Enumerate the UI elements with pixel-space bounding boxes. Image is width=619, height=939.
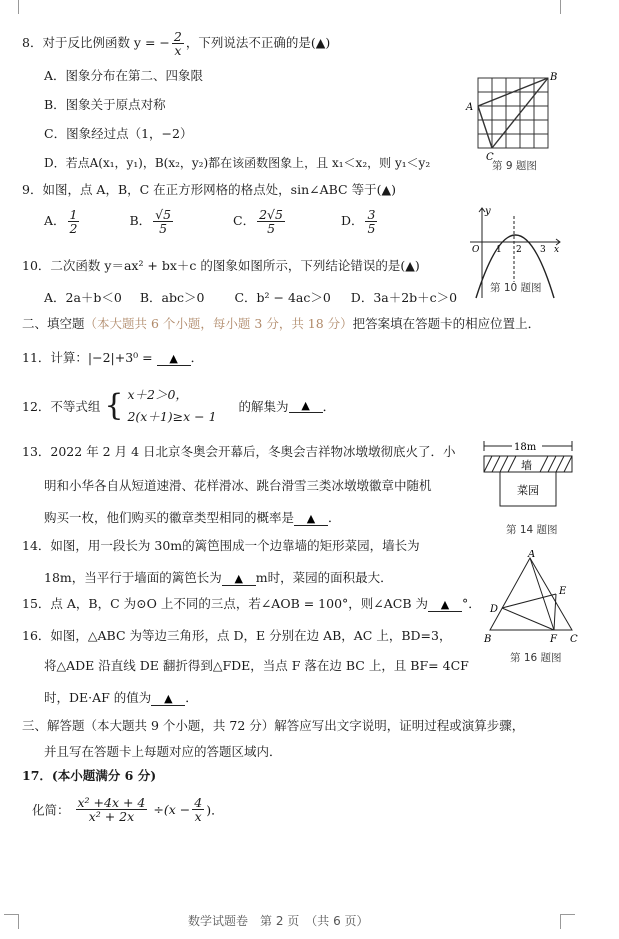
- option-b-fraction: $\frac{√5}{5}$: [155, 207, 172, 236]
- answer-blank-16: ▲: [151, 693, 185, 706]
- answer-blank-14: ▲: [222, 573, 256, 586]
- question-12: 12．不等式组 { x＋2＞0， 2(x＋1)≥x − 1 的解集为 ▲ ．: [22, 387, 336, 424]
- question-8-option-a: A．图象分布在第二、四象限: [44, 68, 204, 83]
- question-17-inner-fraction: $\frac{4}{x}$: [194, 795, 203, 824]
- section-3-heading-line-2: 并且写在答题卡上每题对应的答题区域内．: [44, 744, 282, 759]
- svg-text:B: B: [484, 634, 492, 645]
- segment-df: [502, 608, 554, 630]
- option-c-fraction: $\frac{2√5}{5}$: [259, 207, 283, 236]
- question-16-line-2: 将△ADE 沿直线 DE 翻折得到△FDE，当点 F 落在边 BC 上，且 BF= 4CF: [44, 658, 469, 673]
- question-8-option-b: B．图象关于原点对称: [44, 97, 166, 112]
- question-8-option-d: D．若点A(x₁，y₁)，B(x₂，y₂)都在该函数图象上，且 x₁＜x₂，则 y₁＜y₂: [44, 156, 431, 170]
- figure-14-caption: 第 14 题图: [506, 524, 558, 536]
- svg-text:墙: 墙: [521, 459, 532, 472]
- figure-10-caption: 第 10 题图: [490, 282, 542, 294]
- corner-mark-top-right: [560, 0, 575, 14]
- question-13-line-2: 明和小华各自从短道速滑、花样滑冰、跳台滑雪三类冰墩墩徽章中随机: [44, 478, 432, 493]
- option-a-fraction: $\frac{1}{2}$: [69, 207, 78, 236]
- answer-blank-15: ▲: [428, 599, 462, 612]
- answer-blank-12: ▲: [289, 400, 323, 413]
- figure-14-garden-diagram: [480, 438, 576, 522]
- question-14-line-1: 14．如图，用一段长为 30m的篱笆围成一个边靠墙的矩形菜园，墙长为: [22, 538, 420, 553]
- figure-16-caption: 第 16 题图: [510, 652, 562, 664]
- question-16-line-3: 时，DE·AF 的值为 ▲ ．: [44, 690, 198, 705]
- question-13-line-1: 13．2022 年 2 月 4 日北京冬奥会开幕后，冬奥会吉祥物冰墩墩彻底火了．小: [22, 444, 456, 459]
- section-3-heading-line-1: 三、解答题（本大题共 9 个小题，共 72 分）解答应写出文字说明，证明过程或演算步骤，: [22, 718, 525, 733]
- question-9-options: A． $\frac{1}{2}$ B． $\frac{√5}{5}$ C． $\frac{2√5}{5}$ D． $\frac{3}{5}$: [44, 207, 376, 236]
- question-17-title: 17．(本小题满分 6 分): [22, 768, 157, 783]
- svg-text:18m: 18m: [514, 442, 537, 453]
- corner-mark-bottom-right: [560, 914, 575, 929]
- question-15: 15．点 A，B，C 为⊙O 上不同的三点，若∠AOB = 100°，则∠ACB 为 ▲ °．: [22, 596, 481, 611]
- option-d-fraction: $\frac{3}{5}$: [367, 207, 376, 236]
- svg-text:C: C: [570, 634, 578, 645]
- svg-text:x: x: [554, 245, 560, 255]
- segment-de: [502, 594, 556, 608]
- answer-blank-13: ▲: [294, 513, 328, 526]
- figure-9-label-c: C: [486, 152, 494, 163]
- svg-text:F: F: [550, 634, 557, 645]
- svg-text:E: E: [559, 586, 567, 597]
- page-footer: 数学试题卷 第 2 页 （共 6 页）: [188, 914, 369, 928]
- corner-mark-top-left: [4, 0, 19, 14]
- svg-text:3: 3: [540, 245, 546, 255]
- question-13-line-3: 购买一枚，他们购买的徽章类型相同的概率是 ▲ ．: [44, 510, 341, 525]
- question-16-line-1: 16．如图，△ABC 为等边三角形，点 D，E 分别在边 AB，AC 上，BD=3，: [22, 628, 452, 643]
- question-8-option-c: C．图象经过点（1，−2）: [44, 126, 193, 141]
- question-10-stem: 10．二次函数 y＝ax² + bx＋c 的图象如图所示，下列结论错误的是(▲): [22, 258, 420, 273]
- question-10-options: A．2a＋b＜0 B．abc＞0 C．b² − 4ac＞0 D．3a＋2b＋c＞0: [44, 290, 458, 305]
- svg-text:2: 2: [516, 245, 522, 255]
- fraction-2-over-x: $\frac{2}{x}$: [173, 29, 182, 58]
- figure-9-grid-diagram: [462, 70, 562, 170]
- section-2-heading: 二、填空题（本大题共 6 个小题，每小题 3 分，共 18 分）把答案填在答题卡的相应位置上．: [22, 316, 541, 331]
- question-17-main-fraction: $\frac{\text{x² +4x + 4}}{\text{x² + 2x}}$: [77, 795, 146, 824]
- inequality-system-brace: {: [104, 388, 124, 423]
- question-11: 11．计算：|−2|+3⁰ = ▲ ．: [22, 350, 204, 365]
- svg-text:O: O: [472, 245, 480, 255]
- figure-9-caption: 第 9 题图: [492, 160, 537, 172]
- question-9-stem: 9．如图，点 A，B，C 在正方形网格的格点处，sin∠ABC 等于(▲): [22, 182, 396, 197]
- figure-9-label-b: B: [550, 72, 558, 83]
- svg-text:D: D: [490, 604, 499, 615]
- corner-mark-bottom-left: [4, 914, 19, 929]
- segment-af: [530, 558, 554, 630]
- answer-blank-11: ▲: [157, 353, 191, 366]
- question-14-line-2: 18m，当平行于墙面的篱笆长为 ▲ m时，菜园的面积最大．: [44, 570, 393, 585]
- svg-text:菜园: 菜园: [517, 484, 539, 497]
- question-17-expression: 化简： $\frac{\text{x² +4x + 4}}{\text{x² + 2x}}$ ÷(x − $\frac{4}{x}$ )．: [32, 795, 224, 824]
- figure-9-label-a: A: [466, 102, 474, 113]
- svg-text:A: A: [528, 550, 536, 560]
- question-8-stem: 8．对于反比例函数 y = − $\frac{2}{x}$ ，下列说法不正确的是(▲): [22, 29, 331, 58]
- svg-text:y: y: [485, 206, 491, 217]
- svg-text:1: 1: [496, 245, 502, 255]
- figure-16-triangle-diagram: [482, 550, 582, 650]
